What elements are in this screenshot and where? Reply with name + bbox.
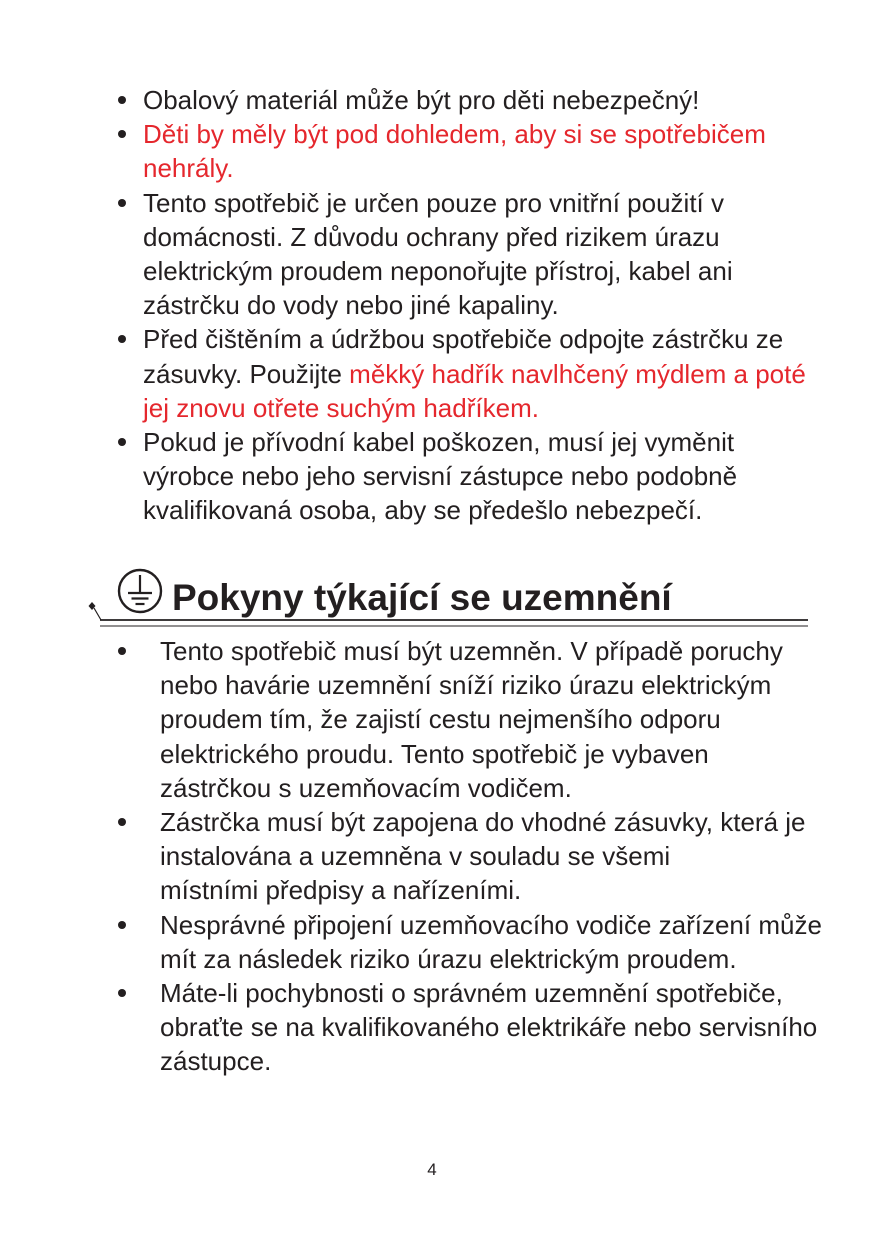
bullet-item xyxy=(0,322,875,425)
bullet-icon xyxy=(118,647,126,655)
text-segment: zástrčku do vody nebo jiné kapaliny. xyxy=(143,290,559,321)
text-segment: místními předpisy a nařízeními. xyxy=(160,875,522,906)
text-segment: zástrčkou s uzemňovacím vodičem. xyxy=(160,772,572,803)
text-line xyxy=(0,1044,875,1078)
text-line xyxy=(0,391,875,425)
bullet-item xyxy=(0,908,875,976)
text-line xyxy=(0,737,875,771)
text-line xyxy=(0,805,875,839)
safety-instructions-list xyxy=(0,83,875,527)
text-line xyxy=(0,322,875,356)
text-line xyxy=(0,942,875,976)
warning-text: měkký hadřík navlhčený mýdlem a poté xyxy=(349,358,806,389)
text-segment: proudem tím, že zajistí cestu nejmenšího odporu xyxy=(160,704,721,735)
text-segment: nebo havárie uzemnění sníží riziko úrazu elektrickým xyxy=(160,670,772,701)
text-line xyxy=(0,83,875,117)
text-line xyxy=(0,117,875,151)
text-segment: Obalový materiál může být pro děti nebezpečný! xyxy=(143,85,700,115)
section-title: Pokyny týkající se uzemnění xyxy=(172,577,672,618)
title-underline xyxy=(80,596,820,632)
warning-text: jej znovu otřete suchým hadříkem. xyxy=(143,392,539,423)
text-segment: elektrického proudu. Tento spotřebič je vybaven xyxy=(160,738,709,769)
bullet-item xyxy=(0,976,875,1079)
text-segment: Nesprávné připojení uzemňovacího vodiče zařízení může xyxy=(160,909,822,940)
text-segment: Pokud je přívodní kabel poškozen, musí jej vyměnit xyxy=(143,426,735,457)
text-segment: Tento spotřebič je určen pouze pro vnitřní použití v xyxy=(143,187,724,218)
bullet-icon xyxy=(118,438,126,446)
grounding-instructions-list xyxy=(0,634,875,1078)
text-segment: kvalifikovaná osoba, aby se předešlo nebezpečí. xyxy=(143,495,703,526)
text-segment: Máte-li pochybnosti o správném uzemnění spotřebiče, xyxy=(160,977,783,1008)
text-segment: Tento spotřebič musí být uzemněn. V případě poruchy xyxy=(160,636,783,666)
text-line xyxy=(0,425,875,459)
bullet-item xyxy=(0,805,875,908)
text-segment: výrobce nebo jeho servisní zástupce nebo podobně xyxy=(143,461,738,492)
bullet-item xyxy=(0,186,875,323)
text-line xyxy=(0,668,875,702)
warning-text: Děti by měly být pod dohledem, aby si se spotřebičem xyxy=(143,119,766,150)
text-line xyxy=(0,288,875,322)
text-line xyxy=(0,357,875,391)
text-line xyxy=(0,771,875,805)
bullet-item xyxy=(0,634,875,805)
bullet-icon xyxy=(118,921,126,929)
text-segment: domácnosti. Z důvodu ochrany před rizikem úrazu xyxy=(143,221,720,252)
text-segment: instalována a uzemněna v souladu se všemi xyxy=(160,841,671,872)
text-segment: obraťte se na kvalifikovaného elektrikáře nebo servisního xyxy=(160,1012,818,1043)
text-line xyxy=(0,976,875,1010)
text-line xyxy=(0,908,875,942)
bullet-item xyxy=(0,83,875,117)
text-line xyxy=(0,220,875,254)
text-line xyxy=(0,634,875,668)
text-segment: Zástrčka musí být zapojena do vhodné zásuvky, která je xyxy=(160,806,806,837)
bullet-item xyxy=(0,425,875,528)
text-line xyxy=(0,839,875,873)
warning-text: nehrály. xyxy=(143,153,234,184)
text-segment: elektrickým proudem neponořujte přístroj, kabel ani xyxy=(143,255,733,286)
text-segment: zástupce. xyxy=(160,1046,272,1077)
text-line xyxy=(0,873,875,907)
text-line xyxy=(0,493,875,527)
bullet-icon xyxy=(118,818,126,826)
text-line xyxy=(0,151,875,185)
bullet-item xyxy=(0,117,875,185)
text-segment: Před čištěním a údržbou spotřebiče odpojte zástrčku ze xyxy=(143,324,784,355)
text-line xyxy=(0,186,875,220)
text-line xyxy=(0,702,875,736)
bullet-icon xyxy=(118,199,126,207)
text-segment: mít za následek riziko úrazu elektrickým proudem. xyxy=(160,943,737,974)
text-line xyxy=(0,459,875,493)
bullet-icon xyxy=(118,96,126,104)
text-segment: zásuvky. Použijte xyxy=(143,358,350,389)
page-number: 4 xyxy=(427,1160,437,1179)
text-line xyxy=(0,1010,875,1044)
text-line xyxy=(0,254,875,288)
bullet-icon xyxy=(118,989,126,997)
